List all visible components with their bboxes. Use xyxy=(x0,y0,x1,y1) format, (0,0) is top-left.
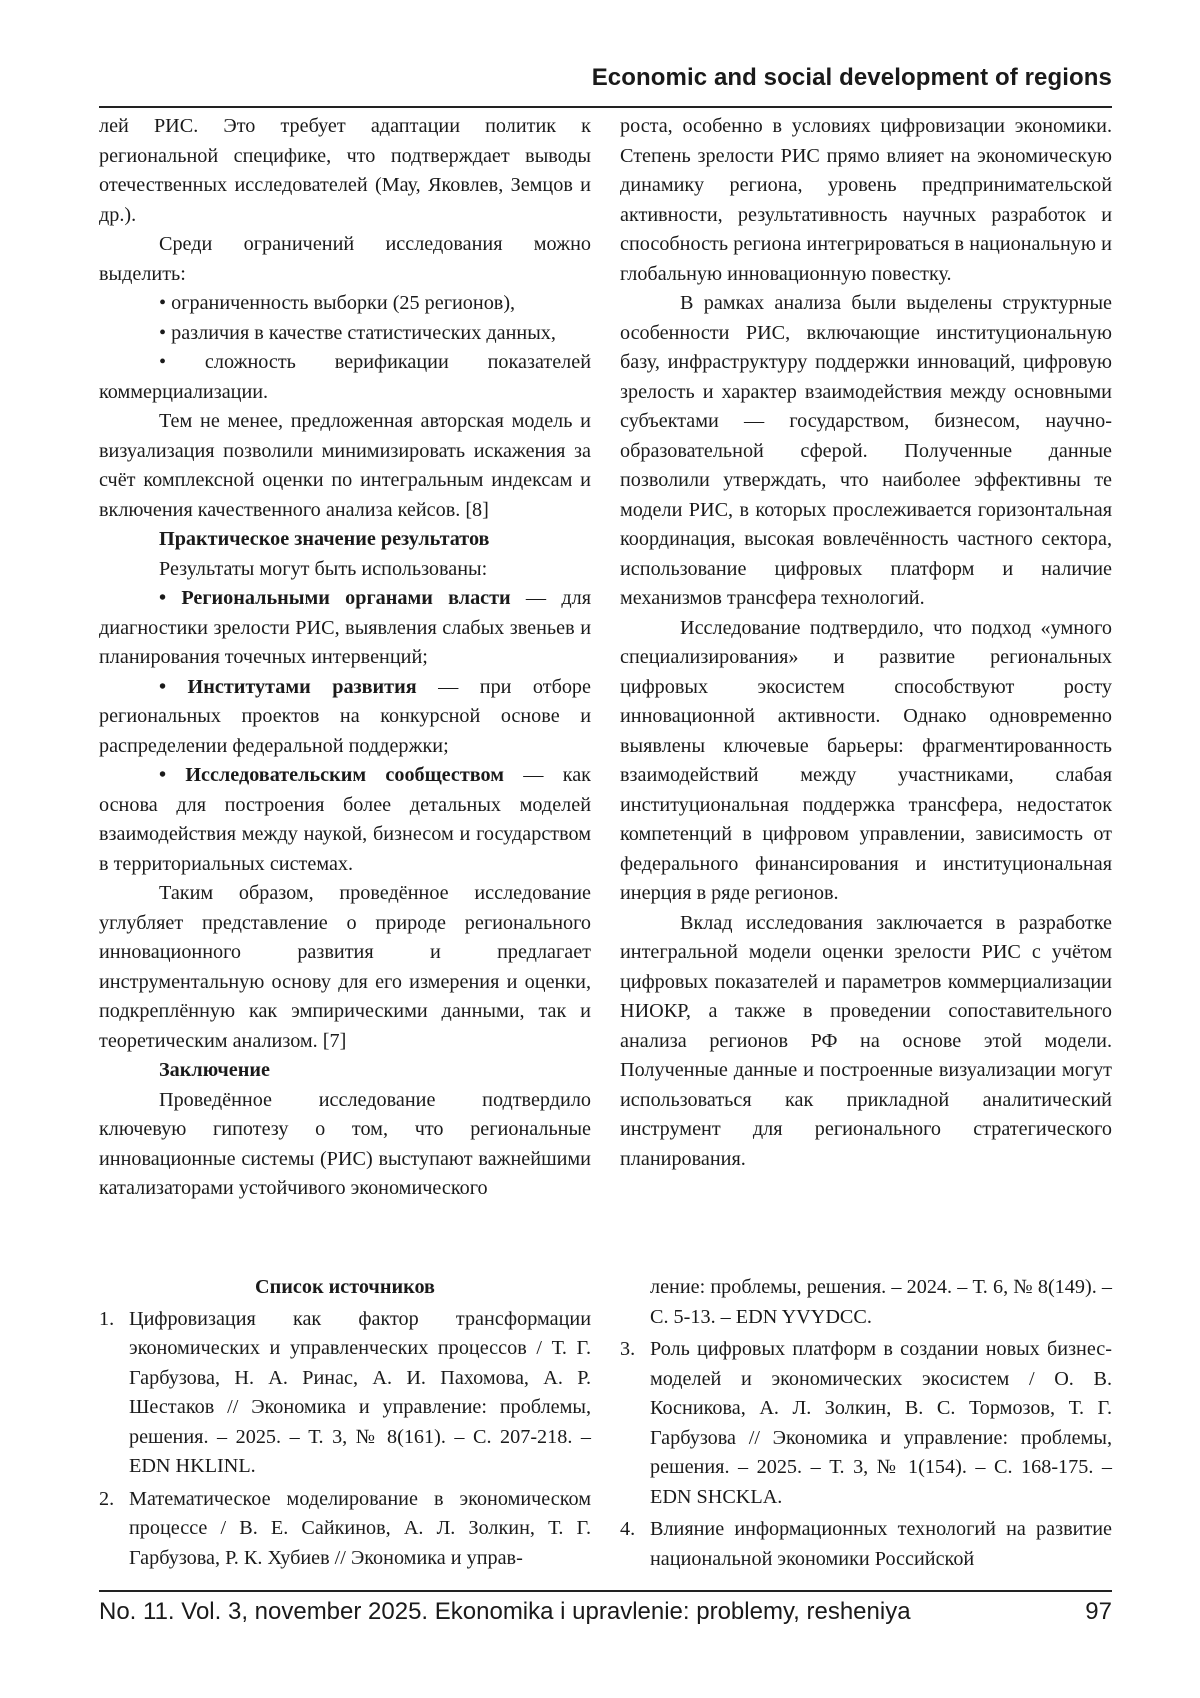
paragraph: Таким образом, проведённое исследование углубляет представление о природе регионального инновационного развития и предлагает инструментальную основу для его измерения и оценки, подкреплённую как эмпирическими данными, так и теоретическим анализом. [7] xyxy=(99,882,591,1052)
paragraph: роста, особенно в условиях цифровизации экономики. Степень зрелости РИС прямо влияет на экономическую динамику региона, уровень предпринимательской активности, результативность научных разработок и способность региона интегрироваться в национальную и глобальную инновационную повестку. xyxy=(620,115,1112,285)
list-item-lead: • Институтами развития xyxy=(159,675,417,698)
reference-text: Роль цифровых платформ в создании новых бизнес-моделей и экономических экосистем / О. В. Косникова, А. Л. Золкин, В. С. Тормозов, Т. Г. Гарбузова // Экономика и управление: проблемы, решения. – 2025. – Т. 3, № 1(154). – С. 168-175. – EDN SHCKLA. xyxy=(650,1338,1112,1508)
paragraph: Вклад исследования заключается в разработке интегральной модели оценки зрелости РИС с учётом цифровых показателей и параметров коммерциализации НИОКР, а также в проведении сопоставительного анализа регионов РФ на основе этой модели. Полученные данные и построенные визуализации могут использоваться как прикладной аналитический инструмент для регионального стратегического планирования. xyxy=(620,911,1112,1170)
list-item-lead: • Региональными органами власти xyxy=(159,587,511,609)
list-item-text: — при отборе региональных проектов на конкурсной основе и распределении федеральной поддержки; xyxy=(99,675,591,757)
reference-text: Влияние информационных технологий на развитие национальной экономики Российской xyxy=(650,1518,1112,1570)
page-number: 97 xyxy=(1085,1598,1112,1625)
reference-number: 2. xyxy=(99,1487,115,1510)
list-item: • различия в качестве статистических данных, xyxy=(159,321,556,344)
reference-item xyxy=(99,1305,591,1482)
references-left xyxy=(99,1273,591,1576)
list-item: • ограниченность выборки (25 регионов), xyxy=(159,292,516,314)
left-column xyxy=(99,112,591,1204)
paragraph: Среди ограничений исследования можно выделить: xyxy=(99,233,591,285)
right-column xyxy=(620,112,1112,1174)
list-item xyxy=(99,584,591,673)
reference-item xyxy=(620,1515,1112,1574)
list-item xyxy=(99,761,591,879)
references-right xyxy=(620,1273,1112,1577)
reference-continuation: ление: проблемы, решения. – 2024. – Т. 6, № 8(149). – С. 5-13. – EDN YVYDCC. xyxy=(650,1276,1112,1328)
references-title: Список источников xyxy=(255,1276,435,1298)
list-item-text: — для диагностики зрелости РИС, выявления слабых звеньев и планирования точечных интервенций; xyxy=(99,587,591,668)
list-item: • сложность верификации показателей коммерциализации. xyxy=(99,351,591,403)
list-item-lead: • Исследовательским сообществом xyxy=(159,764,504,786)
reference-item xyxy=(99,1485,591,1574)
reference-number: 3. xyxy=(620,1338,636,1360)
paragraph: Исследование подтвердило, что подход «умного специализирования» и развитие региональных цифровых экосистем способствуют росту инновационной активности. Однако одновременно выявлены ключевые барьеры: фрагментированность взаимодействий между участниками, слабая институциональная поддержка трансфера, недостаток компетенций в цифровом управлении, зависимость от федерального финансирования и институциональная инерция в ряде регионов. xyxy=(620,616,1112,904)
reference-text: Математическое моделирование в экономическом процессе / В. Е. Сайкинов, А. Л. Золкин, Т. Г. Гарбузова, Р. К. Хубиев // Экономика и управ- xyxy=(129,1487,591,1569)
running-header-title: Economic and social development of regions xyxy=(591,64,1112,91)
section-heading: Практическое значение результатов xyxy=(159,528,490,550)
paragraph: лей РИС. Это требует адаптации политик к региональной специфике, что подтверждает выводы отечественных исследователей (Мау, Яковлев, Земцов и др.). xyxy=(99,115,591,226)
footer-journal-info: No. 11. Vol. 3, november 2025. Ekonomika i upravlenie: problemy, resheniya xyxy=(99,1598,911,1625)
list-item-text: — как основа для построения более детальных моделей взаимодействия между наукой, бизнесом и государством в территориальных системах. xyxy=(99,764,591,875)
section-heading: Заключение xyxy=(159,1059,270,1081)
reference-number: 4. xyxy=(620,1518,636,1540)
page-footer xyxy=(99,1590,1112,1625)
paragraph: В рамках анализа были выделены структурные особенности РИС, включающие институциональную базу, инфраструктуру поддержки инноваций, цифровую зрелость и характер взаимодействия между основными субъектами — государством, бизнесом, научно-образовательной сферой. Полученные данные позволили утверждать, что наиболее эффективны те модели РИС, в которых прослеживается горизонтальная координация, высокая вовлечённость частного сектора, использование цифровых платформ и наличие механизмов трансфера технологий. xyxy=(620,292,1112,609)
reference-text: Цифровизация как фактор трансформации экономических и управленческих процессов / Т. Г. Гарбузова, Н. А. Ринас, А. И. Пахомова, А. Р. Шестаков // Экономика и управление: проблемы, решения. – 2025. – Т. 3, № 8(161). – С. 207-218. – EDN HKLINL. xyxy=(129,1307,591,1477)
paragraph: Результаты могут быть использованы: xyxy=(159,557,488,580)
reference-number: 1. xyxy=(99,1307,115,1330)
paragraph: Тем не менее, предложенная авторская модель и визуализация позволили минимизировать искажения за счёт комплексной оценки по интегральным индексам и включения качественного анализа кейсов. [8] xyxy=(99,410,591,521)
list-item xyxy=(99,673,591,762)
running-header xyxy=(99,62,1112,108)
reference-item xyxy=(620,1335,1112,1512)
paragraph: Проведённое исследование подтвердило ключевую гипотезу о том, что региональные инновационные системы (РИС) выступают важнейшими катализаторами устойчивого экономического xyxy=(99,1088,591,1199)
